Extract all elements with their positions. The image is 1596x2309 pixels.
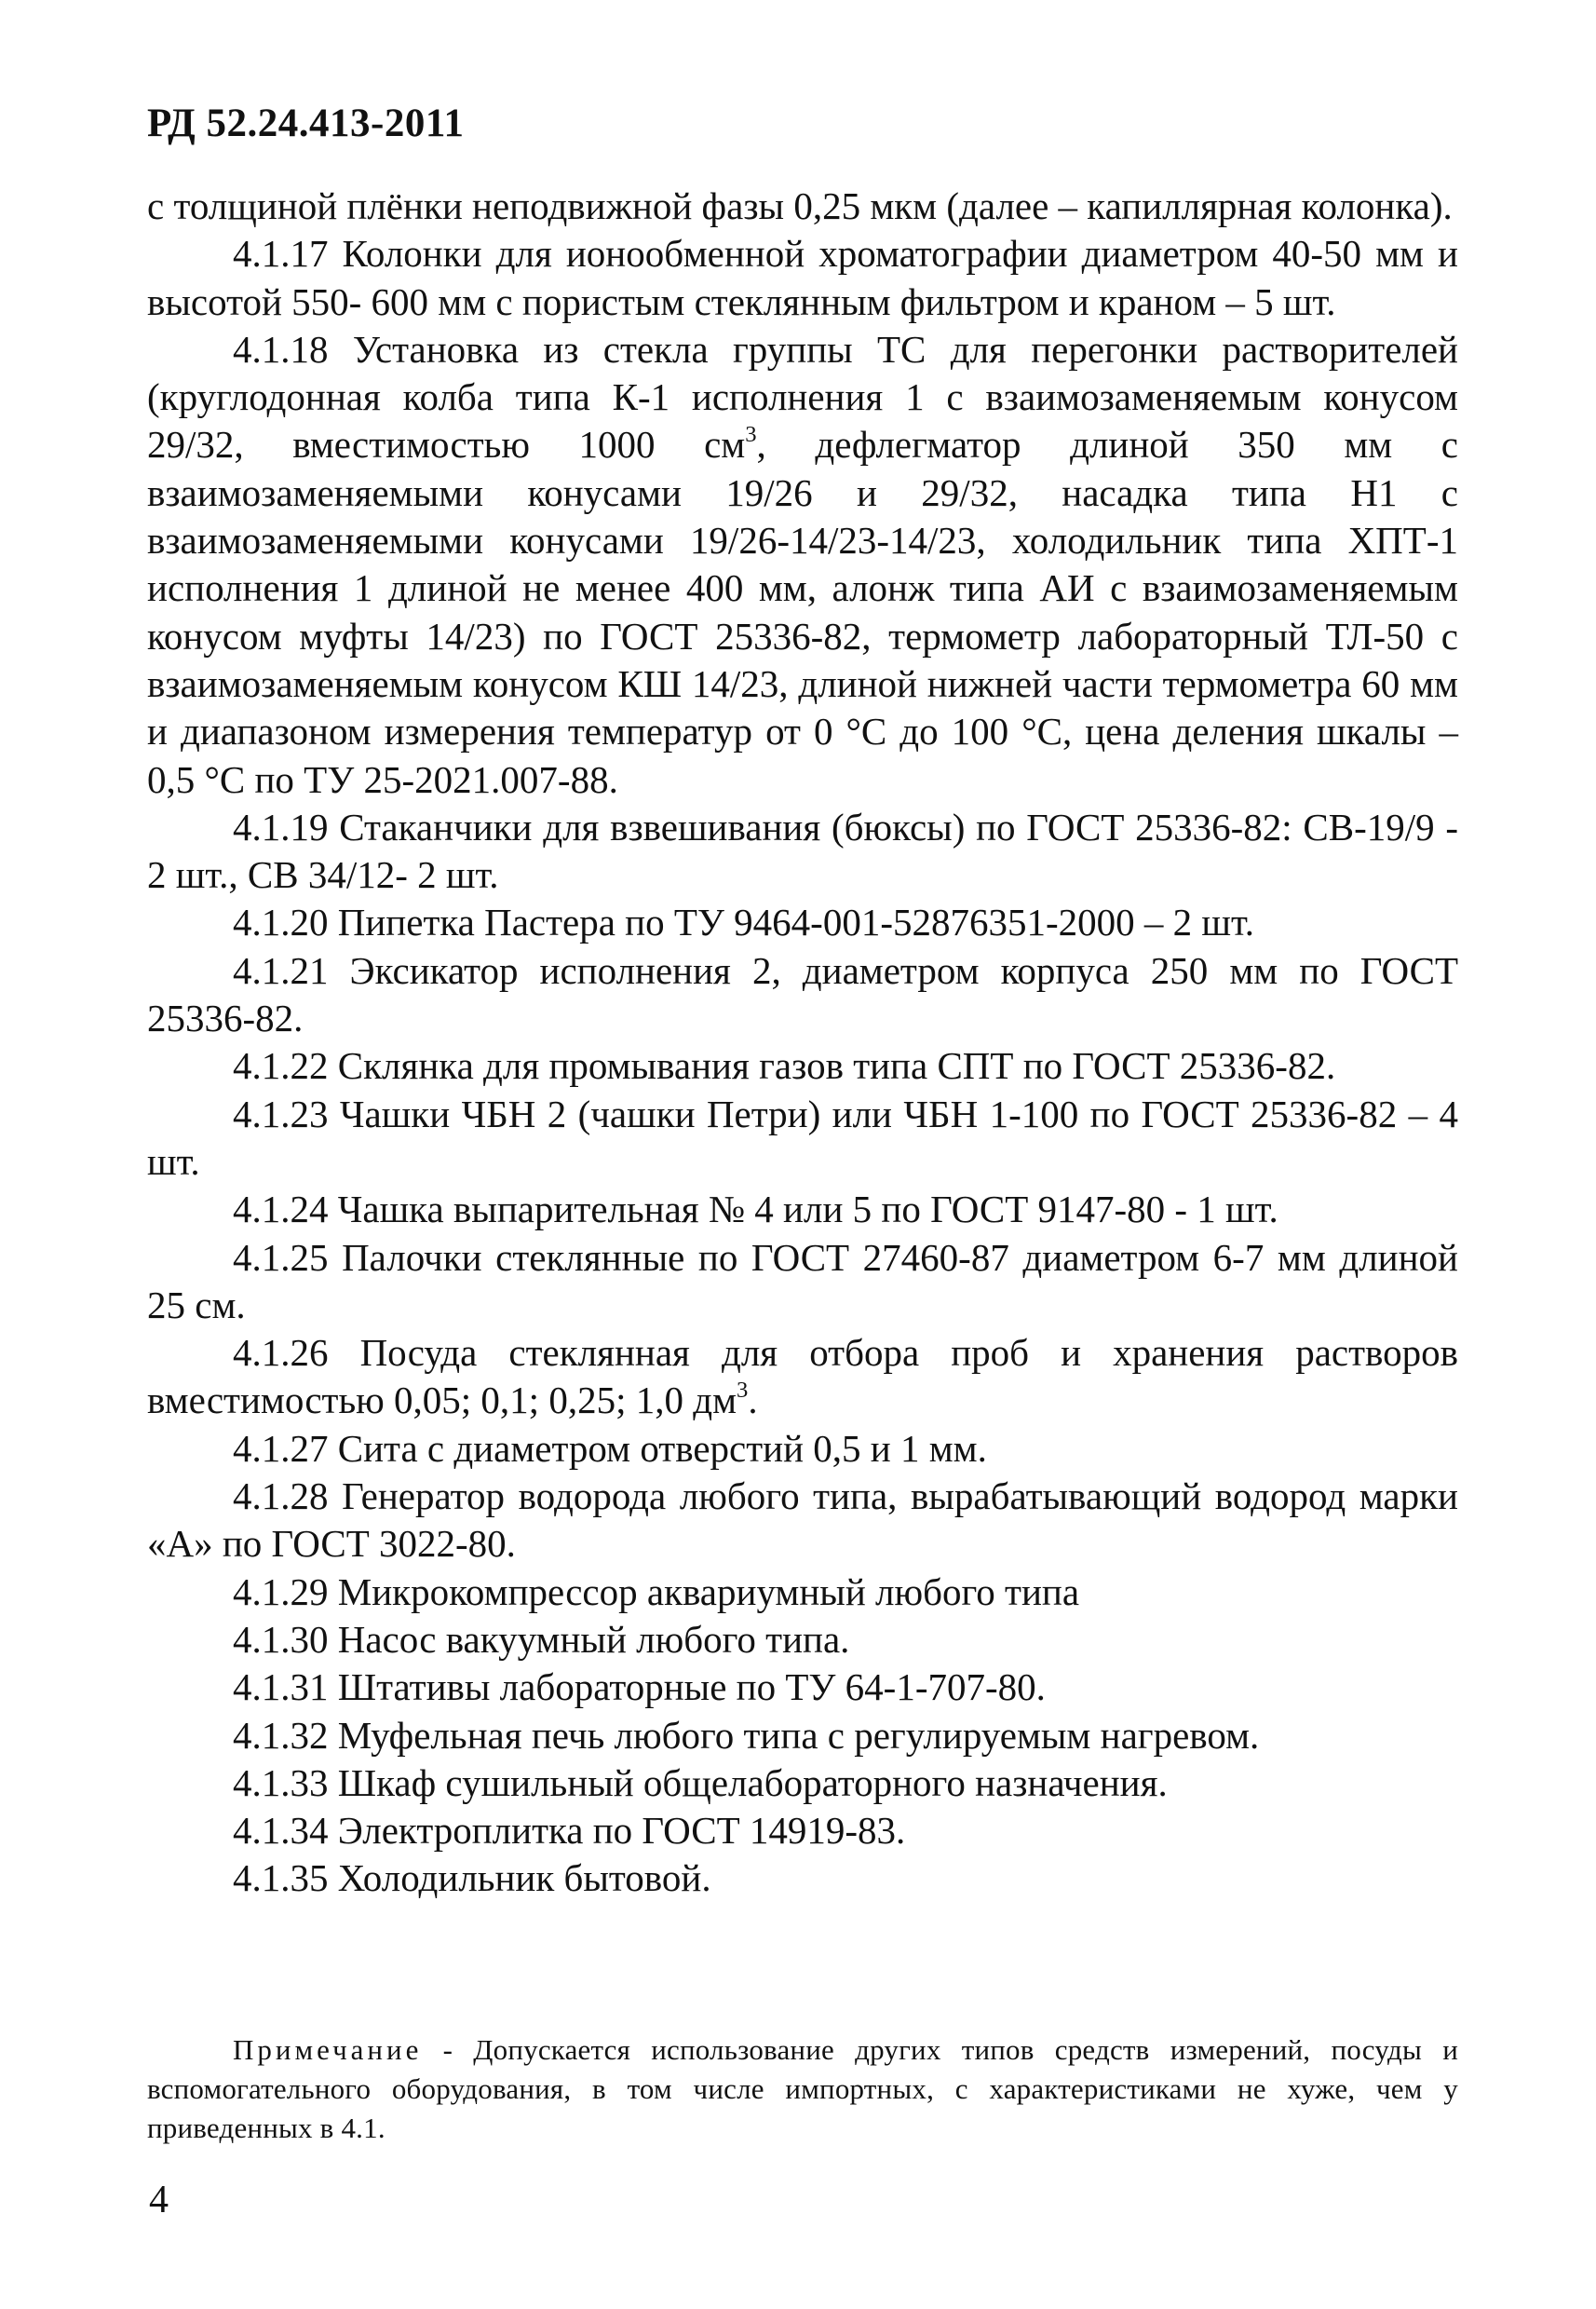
equipment-list bbox=[147, 183, 1458, 1903]
item-4-1-35: 4.1.35 Холодильник бытовой. bbox=[233, 1856, 711, 1900]
item-4-1-34: 4.1.34 Электроплитка по ГОСТ 14919-83. bbox=[233, 1809, 906, 1853]
item-4-1-21: 4.1.21 Эксикатор исполнения 2, диаметром корпуса 250 мм по ГОСТ 25336-82. bbox=[147, 948, 1458, 1040]
item-4-1-18-text-b: , дефлегматор длиной 350 мм с взаимозаменяемыми конусами 19/26 и 29/32, насадка типа Н1 с взаимозаменяемыми конусами 19/26-14/23-14/23, холодильник типа ХПТ-1 исполнения 1 длиной не менее 400 мм, алонж типа АИ с взаимозаменяемым конусом муфты 14/23) по ГОСТ 25336-82, термометр лабораторный ТЛ-50 с взаимозаменяемым конусом КШ 14/23, длиной нижней части термометра 60 мм и диапазоном измерения температур от 0 °С до 100 °С, цена деления шкалы – 0,5 °С по ТУ 25-2021.007-88. bbox=[147, 423, 1458, 801]
item-4-1-32: 4.1.32 Муфельная печь любого типа с регулируемым нагревом. bbox=[233, 1713, 1260, 1757]
item-4-1-31: 4.1.31 Штативы лабораторные по ТУ 64-1-707-80. bbox=[233, 1665, 1046, 1709]
item-4-1-18 bbox=[147, 326, 1458, 804]
item-4-1-17: 4.1.17 Колонки для ионообменной хроматографии диаметром 40-50 мм и высотой 550- 600 мм с пористым стеклянным фильтром и краном – 5 шт. bbox=[147, 232, 1458, 323]
item-4-1-29: 4.1.29 Микрокомпрессор аквариумный любого типа bbox=[233, 1569, 1080, 1613]
item-4-1-28: 4.1.28 Генератор водорода любого типа, вырабатывающий водород марки «А» по ГОСТ 3022-80. bbox=[147, 1474, 1458, 1566]
item-4-1-27: 4.1.27 Сита с диаметром отверстий 0,5 и 1 мм. bbox=[233, 1426, 987, 1470]
page-number: 4 bbox=[149, 2179, 169, 2221]
note-text: - Допускается использование других типов средств измерений, посуды и вспомогательного оборудования, в том числе импортных, с характеристиками не хуже, чем у приведенных в 4.1. bbox=[147, 2033, 1458, 2144]
item-4-1-23: 4.1.23 Чашки ЧБН 2 (чашки Петри) или ЧБН 1-100 по ГОСТ 25336-82 – 4 шт. bbox=[147, 1092, 1458, 1183]
superscript-3: 3 bbox=[745, 422, 757, 448]
item-4-1-33: 4.1.33 Шкаф сушильный общелабораторного назначения. bbox=[233, 1760, 1168, 1804]
item-4-1-18-text-a: 4.1.18 Установка из стекла группы ТС для перегонки растворителей (круглодонная колба типа К-1 исполнения 1 с взаимозаменяемым конусом 29/32, вместимостью 1000 см bbox=[147, 327, 1458, 467]
note-label: Примечание bbox=[233, 2033, 423, 2066]
item-4-1-26-text-b: . bbox=[748, 1379, 758, 1422]
item-4-1-24: 4.1.24 Чашка выпарительная № 4 или 5 по ГОСТ 9147-80 - 1 шт. bbox=[233, 1188, 1278, 1231]
superscript-3: 3 bbox=[737, 1378, 749, 1404]
item-4-1-25: 4.1.25 Палочки стеклянные по ГОСТ 27460-87 диаметром 6-7 мм длиной 25 см. bbox=[147, 1235, 1458, 1326]
document-code-header: РД 52.24.413-2011 bbox=[147, 102, 465, 145]
item-4-1-26-text-a: 4.1.26 Посуда стеклянная для отбора проб и хранения растворов вместимостью 0,05; 0,1; 0,25; 1,0 дм bbox=[147, 1331, 1458, 1422]
paragraph-continuation: с толщиной плёнки неподвижной фазы 0,25 мкм (далее – капиллярная колонка). bbox=[147, 184, 1453, 227]
item-4-1-26 bbox=[147, 1329, 1458, 1425]
item-4-1-22: 4.1.22 Склянка для промывания газов типа СПТ по ГОСТ 25336-82. bbox=[233, 1044, 1336, 1088]
note bbox=[147, 2031, 1458, 2148]
item-4-1-20: 4.1.20 Пипетка Пастера по ТУ 9464-001-52876351-2000 – 2 шт. bbox=[233, 901, 1255, 944]
item-4-1-30: 4.1.30 Насос вакуумный любого типа. bbox=[233, 1617, 850, 1661]
item-4-1-19: 4.1.19 Стаканчики для взвешивания (бюксы) по ГОСТ 25336-82: СВ-19/9 - 2 шт., СВ 34/12- 2 шт. bbox=[147, 805, 1458, 897]
